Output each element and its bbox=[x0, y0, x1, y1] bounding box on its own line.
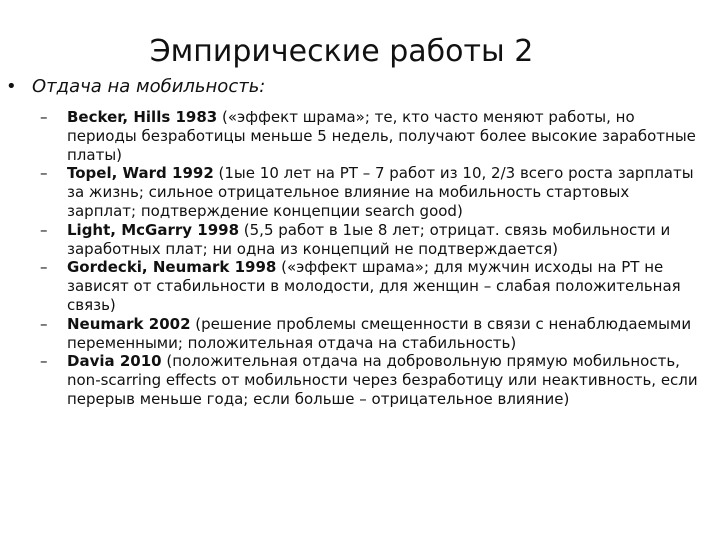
list-item-davia bbox=[40, 352, 700, 408]
study-author: Becker, Hills 1983 bbox=[67, 108, 218, 126]
bullet-heading: Отдача на мобильность: bbox=[32, 76, 266, 97]
dash-marker: – bbox=[40, 258, 48, 277]
study-author: Light, McGarry 1998 bbox=[67, 220, 240, 239]
study-author: Davia 2010 bbox=[67, 352, 162, 371]
list-item-neumark bbox=[40, 315, 700, 353]
study-description: («эффект шрама»; для мужчин исходы на РТ не зависят от стабильности в молодости, для женщин – слабая положительная связь) bbox=[67, 258, 681, 314]
dash-marker: – bbox=[40, 352, 48, 371]
list-item-becker-hills bbox=[40, 108, 700, 164]
study-description: (5,5 работ в 1ые 8 лет; отрицат. связь мобильности и заработных плат; ни одна из концепций не подтверждается) bbox=[67, 220, 671, 258]
studies-list bbox=[40, 108, 700, 409]
study-description: (положительная отдача на добровольную прямую мобильность, non-scarring effects от мобильности через безработицу или неактивность, если перерыв меньше года; если больше – отрицательное влияние) bbox=[67, 352, 698, 408]
dash-marker: – bbox=[40, 108, 48, 126]
study-author: Gordecki, Neumark 1998 bbox=[67, 258, 277, 277]
study-description: (решение проблемы смещенности в связи с ненаблюдаемыми переменными; положительная отдача на стабильность) bbox=[67, 314, 692, 352]
study-description: («эффект шрама»; те, кто часто меняют работы, но периоды безработицы меньше 5 недель, получают более высокие заработные платы) bbox=[67, 108, 696, 164]
bullet-marker: • bbox=[6, 76, 17, 97]
dash-marker: – bbox=[40, 314, 48, 333]
list-item-light-mcgarry bbox=[40, 221, 700, 259]
study-author: Neumark 2002 bbox=[67, 314, 191, 333]
dash-marker: – bbox=[40, 220, 48, 239]
study-description: (1ые 10 лет на РТ – 7 работ из 10, 2/3 всего роста зарплаты за жизнь; сильное отрицательное влияние на мобильность стартовых зарплат; подтверждение концепции search good) bbox=[67, 164, 694, 220]
list-item-gordecki-neumark bbox=[40, 258, 700, 314]
dash-marker: – bbox=[40, 164, 48, 183]
list-item-topel-ward bbox=[40, 164, 700, 220]
slide-title: Эмпирические работы 2 bbox=[149, 34, 534, 70]
main-bullet bbox=[6, 74, 265, 100]
study-author: Topel, Ward 1992 bbox=[67, 164, 214, 183]
